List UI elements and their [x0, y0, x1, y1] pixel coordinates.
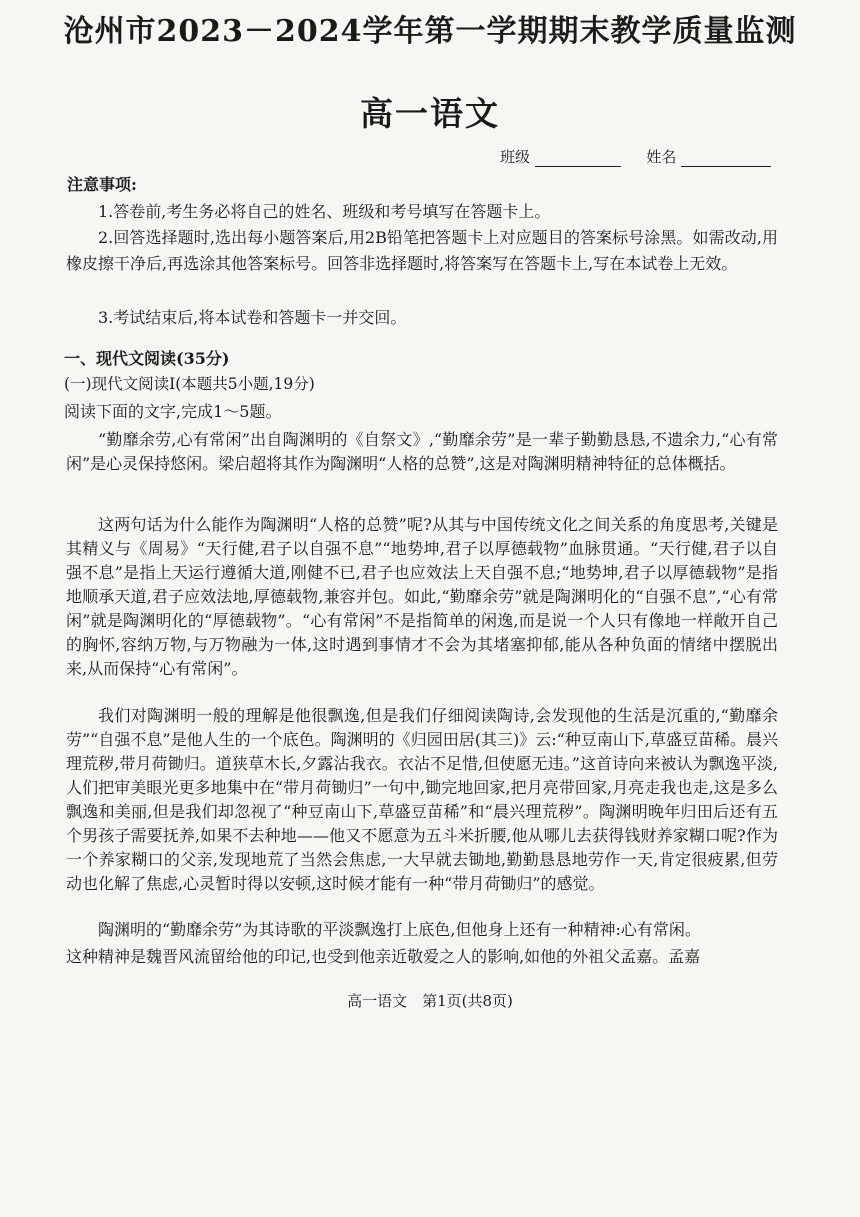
passage-paragraph-5: 这种精神是魏晋风流留给他的印记,也受到他亲近敬爱之人的影响,如他的外祖父孟嘉。孟嘉 [66, 947, 701, 966]
class-label: 班级 [500, 148, 531, 166]
name-blank [681, 150, 771, 167]
reading-instruction: 阅读下面的文字,完成1～5题。 [64, 402, 282, 421]
note-item-1: 1.答卷前,考生务必将自己的姓名、班级和考号填写在答题卡上。 [98, 202, 551, 221]
student-info-fields [500, 146, 771, 167]
page-footer: 高一语文 第1页(共8页) [347, 992, 513, 1010]
name-label: 姓名 [646, 148, 677, 166]
notes-heading: 注意事项: [67, 175, 137, 194]
subject-title: 高一语文 [360, 94, 500, 133]
passage-paragraph-1: “勤靡余劳,心有常闲”出自陶渊明的《自祭文》,“勤靡余劳”是一辈子勤勤恳恳,不遗余力,“心有常闲”是心灵保持悠闲。梁启超将其作为陶渊明“人格的总赞”,这是对陶渊明精神特征的总体概括。 [66, 430, 778, 473]
note-item-3: 3.考试结束后,将本试卷和答题卡一并交回。 [98, 308, 407, 327]
passage-paragraph-4: 陶渊明的“勤靡余劳”为其诗歌的平淡飘逸打上底色,但他身上还有一种精神:心有常闲。 [98, 920, 701, 939]
class-blank [535, 150, 621, 167]
subsection-heading: (一)现代文阅读Ⅰ(本题共5小题,19分) [64, 375, 315, 393]
section-heading: 一、现代文阅读(35分) [64, 349, 230, 368]
exam-title: 沧州市2023－2024学年第一学期期末教学质量监测 [63, 14, 797, 49]
passage-paragraph-3: 我们对陶渊明一般的理解是他很飘逸,但是我们仔细阅读陶诗,会发现他的生活是沉重的,“勤靡余劳”“自强不息”是他人生的一个底色。陶渊明的《归园田居(其三)》云:“种豆南山下,草盛豆苗稀。晨兴理荒秽,带月荷锄归。道狭草木长,夕露沾我衣。衣沾不足惜,但使愿无违。”这首诗向来被认为飘逸平淡,人们把审美眼光更多地集中在“带月荷锄归”一句中,锄完地回家,把月亮带回家,月亮走我也走,这是多么飘逸和美丽,但是我们却忽视了“种豆南山下,草盛豆苗稀”和“晨兴理荒秽”。陶渊明晚年归田后还有五个男孩子需要抚养,如果不去种地——他又不愿意为五斗米折腰,他从哪儿去获得钱财养家糊口呢?作为一个养家糊口的父亲,发现地荒了当然会焦虑,一大早就去锄地,勤勤恳恳地劳作一天,肯定很疲累,但劳动也化解了焦虑,心灵暂时得以安顿,这时候才能有一种“带月荷锄归”的感觉。 [66, 706, 778, 893]
note-item-2: 2.回答选择题时,选出每小题答案后,用2B铅笔把答题卡上对应题目的答案标号涂黑。如需改动,用橡皮擦干净后,再选涂其他答案标号。回答非选择题时,将答案写在答题卡上,写在本试卷上无效。 [66, 228, 778, 273]
passage-paragraph-2: 这两句话为什么能作为陶渊明“人格的总赞”呢?从其与中国传统文化之间关系的角度思考,关键是其精义与《周易》“天行健,君子以自强不息”“地势坤,君子以厚德载物”血脉贯通。“天行健,君子以自强不息”是指上天运行遵循大道,刚健不已,君子也应效法上天自强不息;“地势坤,君子以厚德载物”是指地顺承天道,君子应效法地,厚德载物,兼容并包。如此,“勤靡余劳”就是陶渊明化的“自强不息”,“心有常闲”就是陶渊明化的“厚德载物”。“心有常闲”不是指简单的闲逸,而是说一个人只有像地一样敞开自己的胸怀,容纳万物,与万物融为一体,这时遇到事情才不会为其堵塞抑郁,能从各种负面的情绪中摆脱出来,从而保持“心有常闲”。 [66, 515, 778, 678]
